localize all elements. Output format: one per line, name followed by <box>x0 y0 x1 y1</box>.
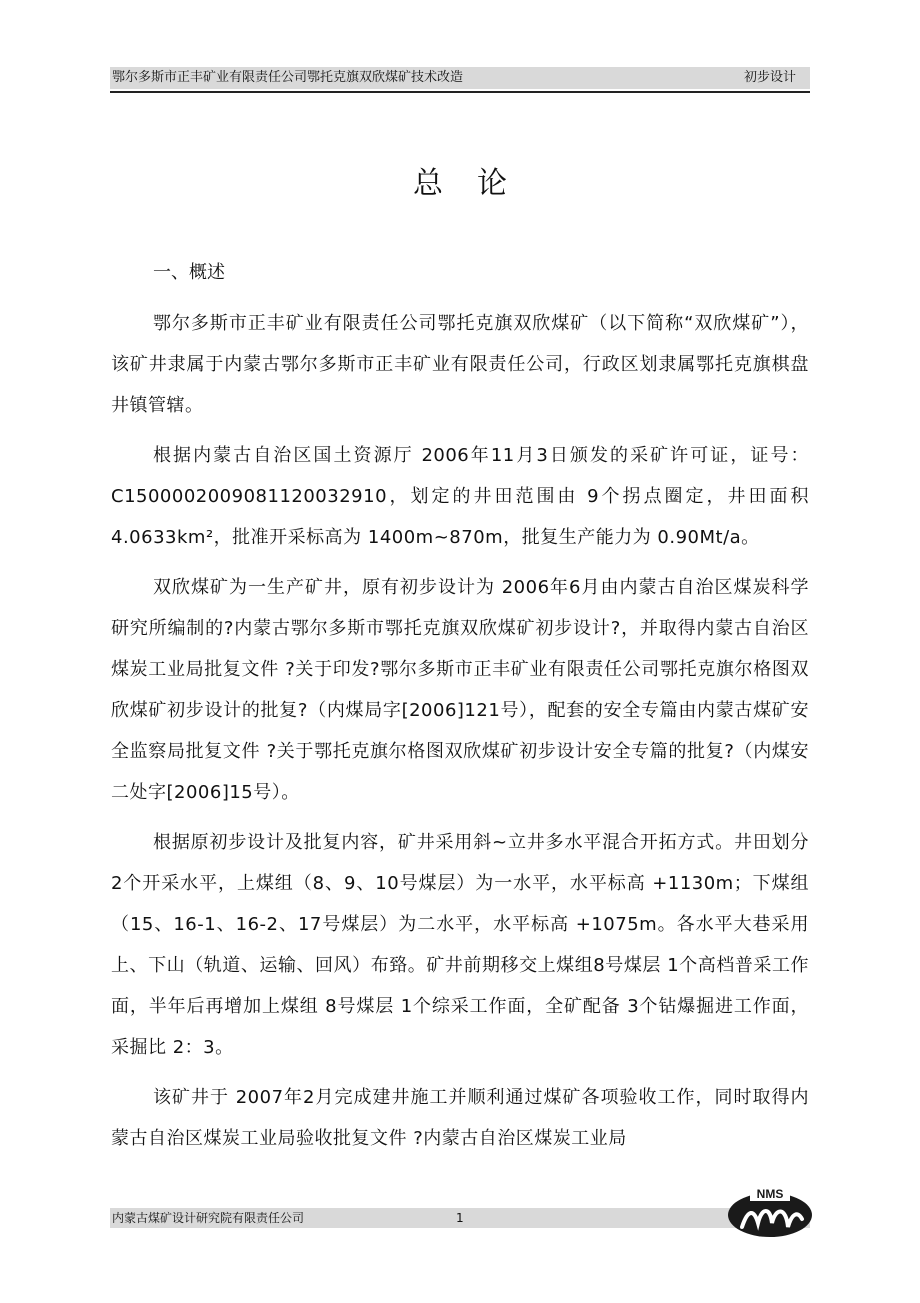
header-document-title: 鄂尔多斯市正丰矿业有限责任公司鄂托克旗双欣煤矿技术改造 <box>112 70 464 85</box>
paragraph: 双欣煤矿为一生产矿井，原有初步设计为 2006年6月由内蒙古自治区煤炭科学研究所编制的?内蒙古鄂尔多斯市鄂托克旗双欣煤矿初步设计?，并取得内蒙古自治区煤炭工业局批复文件 ?关于印发?鄂尔多斯市正丰矿业有限责任公司鄂托克旗尔格图双欣煤矿初步设计的批复?（内煤局字[2006]121号），配套的安全专篇由内蒙古煤矿安全监察局批复文件 ?关于鄂托克旗尔格图双欣煤矿初步设计安全专篇的批复?（内煤安二处字[2006]15号）。 <box>111 577 809 803</box>
section-heading: 一、概述 <box>153 262 225 283</box>
header-rule <box>110 91 810 93</box>
footer-company-name: 内蒙古煤矿设计研究院有限责任公司 <box>112 1211 305 1225</box>
paragraph: 根据内蒙古自治区国土资源厅 2006年11月3日颁发的采矿许可证，证号：C1500002009081120032910，划定的井田范围由 9个拐点圈定，井田面积 4.0633km²，批准开采标高为 1400m~870m，批复生产能力为 0.90Mt/a。 <box>111 445 809 548</box>
paragraph: 根据原初步设计及批复内容，矿井采用斜~立井多水平混合开拓方式。井田划分 2个开采水平，上煤组（8、9、10号煤层）为一水平，水平标高 +1130m；下煤组（15、16-1、16-2、17号煤层）为二水平，水平标高 +1075m。各水平大巷采用上、下山（轨道、运输、回风）布臵。矿井前期移交上煤组8号煤层 1个高档普采工作面，半年后再增加上煤组 8号煤层 1个综采工作面，全矿配备 3个钻爆掘进工作面，采掘比 2：3。 <box>111 832 809 1058</box>
company-logo-icon <box>726 1183 814 1239</box>
page-header <box>110 67 810 89</box>
logo-text: NMS <box>756 1187 784 1201</box>
document-body <box>111 258 809 1168</box>
chapter-title: 总论 <box>413 166 541 201</box>
page-footer <box>110 1208 810 1228</box>
header-document-type: 初步设计 <box>743 70 796 85</box>
page-number: 1 <box>456 1211 464 1225</box>
paragraph: 该矿井于 2007年2月完成建井施工并顺利通过煤矿各项验收工作，同时取得内蒙古自治区煤炭工业局验收批复文件 ?内蒙古自治区煤炭工业局 <box>111 1087 809 1149</box>
paragraph: 鄂尔多斯市正丰矿业有限责任公司鄂托克旗双欣煤矿（以下简称“双欣煤矿”），该矿井隶属于内蒙古鄂尔多斯市正丰矿业有限责任公司，行政区划隶属鄂托克旗棋盘井镇管辖。 <box>111 313 809 416</box>
